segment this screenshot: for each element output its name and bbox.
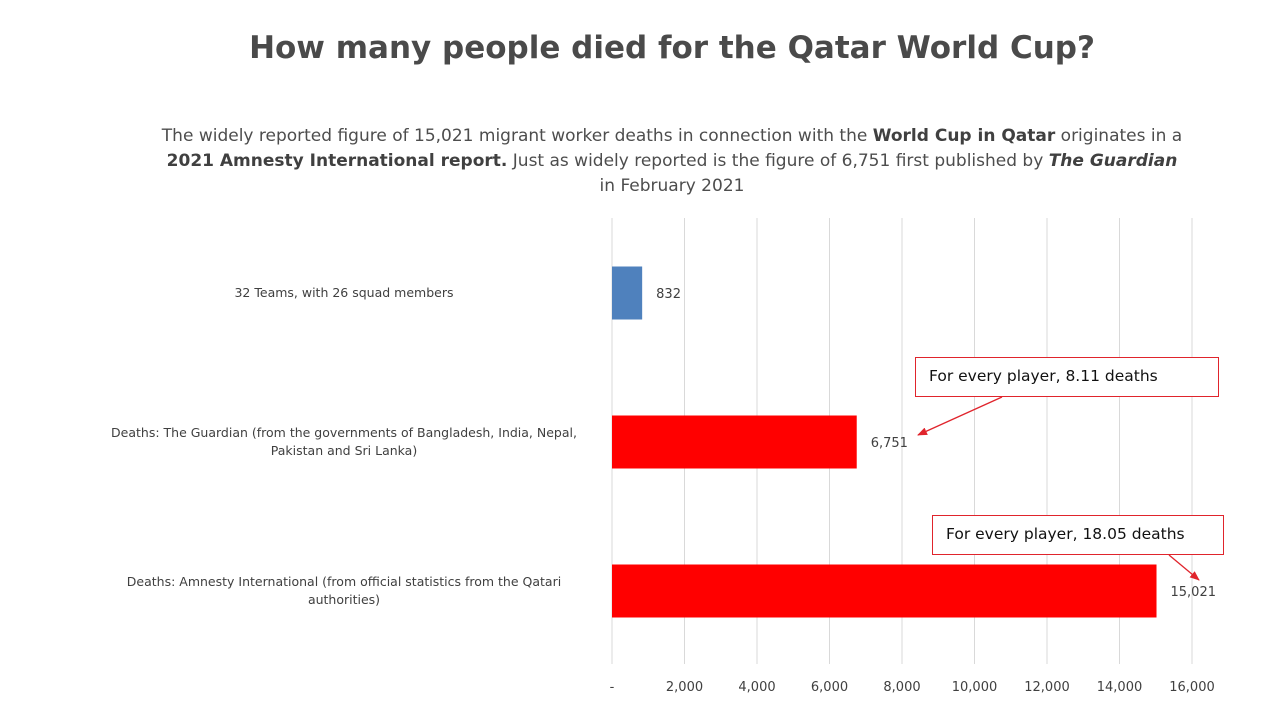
- subtitle-bold-italic: The Guardian: [1048, 151, 1178, 171]
- x-axis-ticks: [610, 680, 1215, 695]
- bar-value-label: 15,021: [1170, 585, 1217, 600]
- category-label-line: 32 Teams, with 26 squad members: [234, 285, 454, 300]
- x-tick-label: 2,000: [665, 680, 704, 695]
- x-tick-label: 10,000: [951, 680, 998, 695]
- category-label-line: Pakistan and Sri Lanka): [270, 443, 418, 458]
- bar: [612, 416, 857, 469]
- category-label-line: Deaths: Amnesty International (from official statistics from the Qatari: [126, 574, 562, 589]
- bar-value-label: 6,751: [870, 436, 908, 451]
- x-tick-label: -: [609, 680, 615, 695]
- bar-value-label: 832: [656, 287, 681, 302]
- x-tick-label: 12,000: [1024, 680, 1070, 695]
- callout-box: For every player, 18.05 deaths: [932, 515, 1224, 555]
- subtitle-text-3: Just as widely reported is the figure of 6,751 first published by: [507, 151, 1049, 171]
- x-tick-label: 14,000: [1096, 680, 1143, 695]
- subtitle-text-4: in February 2021: [599, 176, 745, 196]
- x-tick-label: 16,000: [1169, 680, 1215, 695]
- subtitle-bold-2: 2021 Amnesty International report.: [166, 151, 508, 171]
- bar: [612, 565, 1157, 618]
- category-label: [84, 284, 604, 302]
- category-label: [84, 573, 604, 609]
- bar: [612, 267, 642, 320]
- callout-arrow: [1169, 555, 1199, 580]
- x-tick-label: 6,000: [810, 680, 849, 695]
- subtitle-text-2: originates in a: [1055, 126, 1183, 146]
- subtitle-text-1: The widely reported figure of 15,021 migrant worker deaths in connection with the: [161, 126, 873, 146]
- category-label: [84, 424, 604, 460]
- x-tick-label: 8,000: [883, 680, 921, 695]
- x-tick-label: 4,000: [738, 680, 776, 695]
- callout-box: For every player, 8.11 deaths: [915, 357, 1219, 397]
- subtitle-bold-1: World Cup in Qatar: [872, 126, 1056, 146]
- chart-title: How many people died for the Qatar World Cup?: [249, 30, 1095, 66]
- category-label-line: Deaths: The Guardian (from the governments of Bangladesh, India, Nepal,: [111, 425, 577, 440]
- category-label-line: authorities): [307, 592, 381, 607]
- callout-arrow: [918, 397, 1002, 435]
